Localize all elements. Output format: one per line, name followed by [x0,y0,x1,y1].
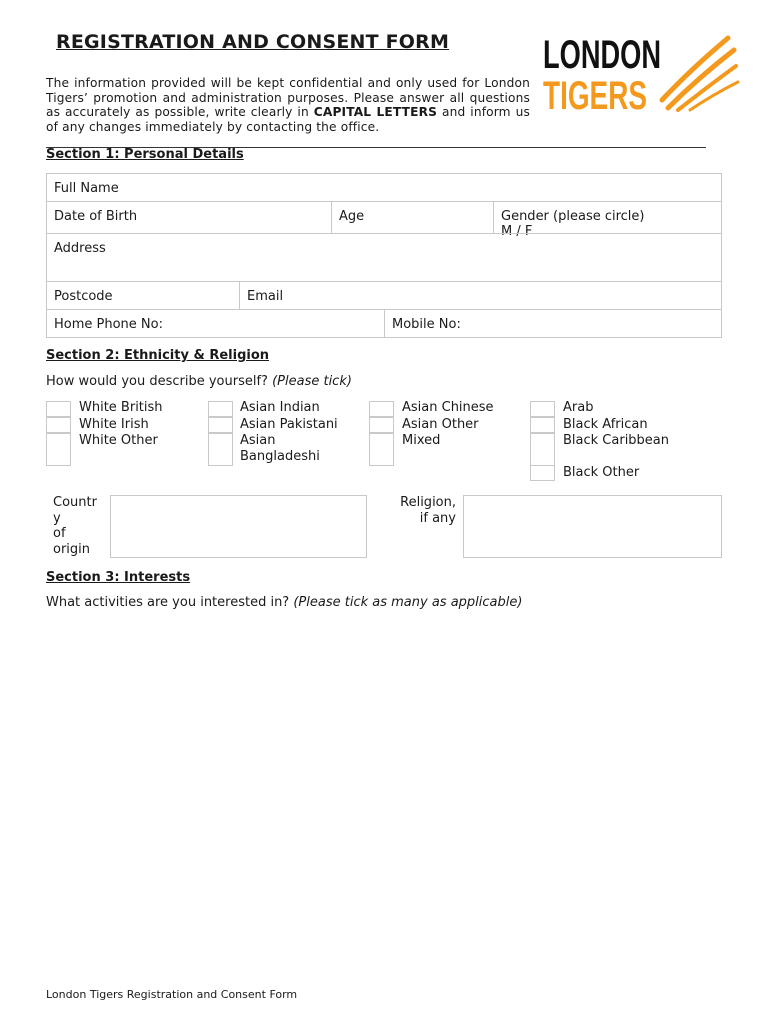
country-of-origin-label: Countr y of origin [53,495,97,557]
checkbox-asian-pakistani[interactable] [208,417,233,433]
svg-text:LONDON: LONDON [543,33,661,77]
religion-field[interactable] [463,495,722,558]
ethnicity-question: How would you describe yourself? (Please tick) [46,374,352,389]
option-white-irish: White Irish [79,417,149,432]
form-title: REGISTRATION AND CONSENT FORM [56,31,450,53]
address-field[interactable]: Address [46,233,722,282]
option-black-other: Black Other [563,465,640,480]
section1-heading: Section 1: Personal Details [46,147,244,162]
gender-field[interactable]: Gender (please circle) M / F [493,201,722,234]
age-field[interactable]: Age [331,201,494,234]
option-asian-bangladeshi: Asian Bangladeshi [240,433,320,465]
page-footer: London Tigers Registration and Consent Form [46,988,298,1001]
capital-letters-emphasis: CAPITAL LETTERS [313,105,438,120]
checkbox-mixed[interactable] [369,433,394,466]
svg-text:TIGERS: TIGERS [543,74,647,112]
checkbox-white-irish[interactable] [46,417,71,433]
checkbox-white-british[interactable] [46,401,71,417]
section2-heading: Section 2: Ethnicity & Religion [46,348,270,363]
email-field[interactable]: Email [239,281,722,310]
option-asian-chinese: Asian Chinese [402,400,494,415]
option-asian-other: Asian Other [402,417,479,432]
postcode-field[interactable]: Postcode [46,281,240,310]
checkbox-asian-indian[interactable] [208,401,233,417]
checkbox-arab[interactable] [530,401,555,417]
option-arab: Arab [563,400,594,415]
country-of-origin-field[interactable] [110,495,367,558]
dob-field[interactable]: Date of Birth [46,201,332,234]
intro-text: The information provided will be kept confidential and only used for London Tigers’ promotion and administration purposes. Please answer all questions as accurately as possible, write clearly in CAPITAL LETTERS and inform us of any changes immediately by contacting the office. [46,76,530,134]
option-black-african: Black African [563,417,648,432]
option-asian-indian: Asian Indian [240,400,320,415]
option-black-caribbean: Black Caribbean [563,433,670,448]
home-phone-field[interactable]: Home Phone No: [46,309,385,338]
option-mixed: Mixed [402,433,441,448]
claw-marks-icon [662,38,738,110]
religion-label: Religion, if any [400,495,456,526]
checkbox-black-other[interactable] [530,465,555,481]
checkbox-asian-other[interactable] [369,417,394,433]
checkbox-black-caribbean[interactable] [530,433,555,466]
interests-question: What activities are you interested in? (Please tick as many as applicable) [46,595,523,610]
london-tigers-logo [540,30,740,112]
option-asian-pakistani: Asian Pakistani [240,417,338,432]
checkbox-asian-bangladeshi[interactable] [208,433,233,466]
option-white-british: White British [79,400,163,415]
checkbox-asian-chinese[interactable] [369,401,394,417]
option-white-other: White Other [79,433,158,448]
section3-heading: Section 3: Interests [46,570,191,585]
checkbox-black-african[interactable] [530,417,555,433]
mobile-field[interactable]: Mobile No: [384,309,722,338]
full-name-field[interactable]: Full Name [46,173,722,202]
checkbox-white-other[interactable] [46,433,71,466]
